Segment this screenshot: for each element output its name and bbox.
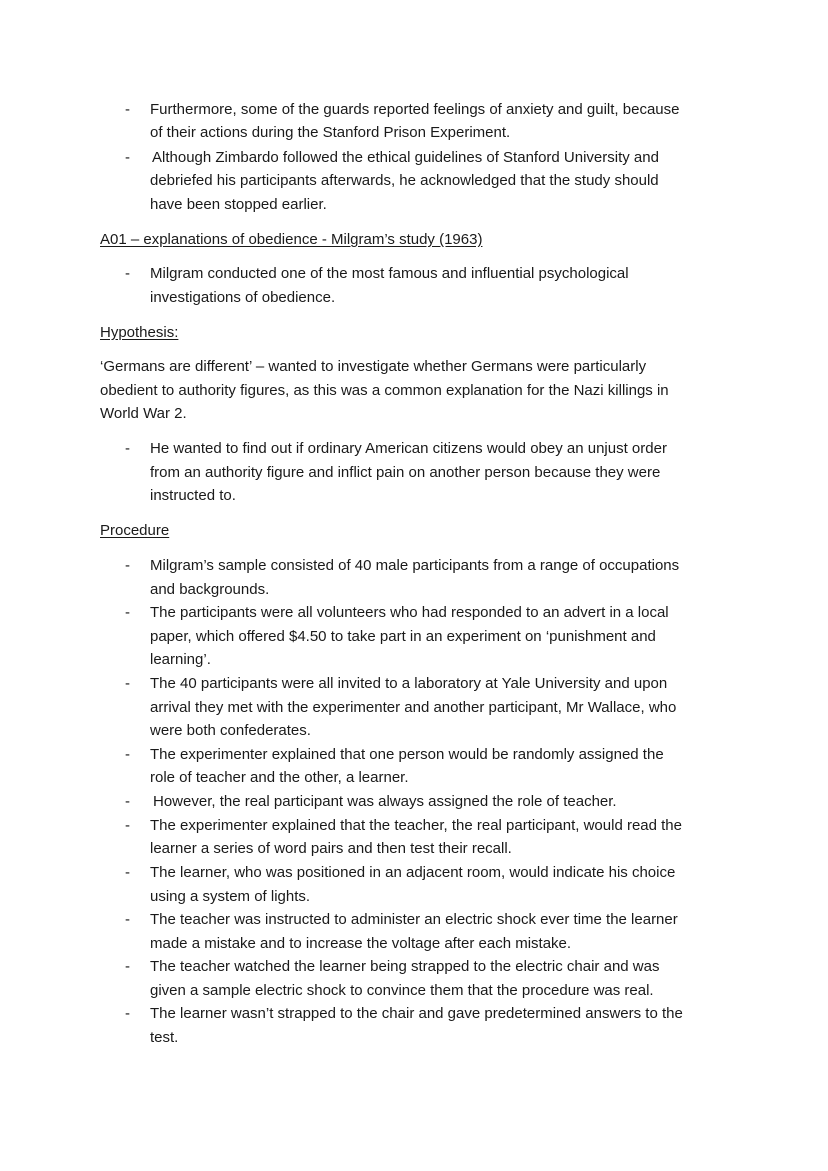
bullet-text-line: were both confederates. [150, 722, 311, 739]
bullet-text-line: test. [150, 1029, 179, 1046]
bullet-dash: - [125, 864, 130, 881]
bullet-dash: - [125, 101, 130, 118]
bullet-text-line: Although Zimbardo followed the ethical guidelines of Stanford University and [152, 149, 659, 166]
bullet-dash: - [125, 817, 130, 834]
section-heading: Procedure [100, 522, 170, 539]
bullet-text-line: The learner wasn’t strapped to the chair and gave predetermined answers to the [150, 1005, 683, 1022]
bullet-dash: - [125, 1005, 130, 1022]
bullet-text-line: The experimenter explained that the teacher, the real participant, would read the [150, 817, 682, 834]
bullet-text-line: However, the real participant was always assigned the role of teacher. [153, 793, 617, 810]
bullet-text-line: from an authority figure and inflict pain on another person because they were [150, 464, 661, 481]
bullet-text-line: The experimenter explained that one person would be randomly assigned the [150, 746, 664, 763]
bullet-text-line: The teacher was instructed to administer an electric shock ever time the learner [150, 911, 678, 928]
bullet-text-line: The teacher watched the learner being strapped to the electric chair and was [150, 958, 660, 975]
bullet-text-line: The participants were all volunteers who had responded to an advert in a local [150, 604, 669, 621]
bullet-dash: - [125, 746, 130, 763]
paragraph-line: obedient to authority figures, as this was a common explanation for the Nazi killings in [100, 382, 669, 399]
bullet-dash: - [125, 675, 130, 692]
bullet-text-line: He wanted to find out if ordinary American citizens would obey an unjust order [150, 440, 667, 457]
bullet-text-line: instructed to. [150, 487, 236, 504]
bullet-text-line: The learner, who was positioned in an adjacent room, would indicate his choice [150, 864, 676, 881]
bullet-dash: - [125, 911, 130, 928]
bullet-text-line: Milgram’s sample consisted of 40 male participants from a range of occupations [150, 557, 680, 574]
bullet-text-line: arrival they met with the experimenter and another participant, Mr Wallace, who [150, 699, 677, 716]
bullet-text-line: of their actions during the Stanford Prison Experiment. [150, 124, 511, 141]
bullet-text-line: investigations of obedience. [150, 289, 336, 306]
section-heading: Hypothesis: [100, 324, 179, 341]
bullet-text-line: paper, which offered $4.50 to take part in an experiment on ‘punishment and [150, 628, 656, 645]
bullet-text-line: using a system of lights. [150, 888, 311, 905]
bullet-text-line: learner a series of word pairs and then test their recall. [150, 840, 512, 857]
bullet-text-line: given a sample electric shock to convince them that the procedure was real. [150, 982, 654, 999]
bullet-dash: - [125, 604, 130, 621]
bullet-text-line: made a mistake and to increase the voltage after each mistake. [150, 935, 572, 952]
bullet-text-line: Furthermore, some of the guards reported feelings of anxiety and guilt, because [150, 101, 680, 118]
paragraph-line: World War 2. [100, 405, 187, 422]
bullet-text-line: Milgram conducted one of the most famous and influential psychological [150, 265, 629, 282]
bullet-dash: - [125, 149, 130, 166]
bullet-text-line: role of teacher and the other, a learner. [150, 769, 409, 786]
paragraph-line: ‘Germans are different’ – wanted to investigate whether Germans were particularly [100, 358, 647, 375]
bullet-dash: - [125, 440, 130, 457]
bullet-dash: - [125, 793, 130, 810]
bullet-dash: - [125, 958, 130, 975]
bullet-text-line: debriefed his participants afterwards, he acknowledged that the study should [150, 172, 659, 189]
bullet-dash: - [125, 265, 130, 282]
bullet-text-line: learning’. [150, 651, 211, 668]
bullet-dash: - [125, 557, 130, 574]
bullet-text-line: have been stopped earlier. [150, 196, 327, 213]
bullet-text-line: The 40 participants were all invited to a laboratory at Yale University and upon [150, 675, 668, 692]
bullet-text-line: and backgrounds. [150, 581, 270, 598]
section-heading: A01 – explanations of obedience - Milgram’s study (1963) [100, 231, 483, 248]
